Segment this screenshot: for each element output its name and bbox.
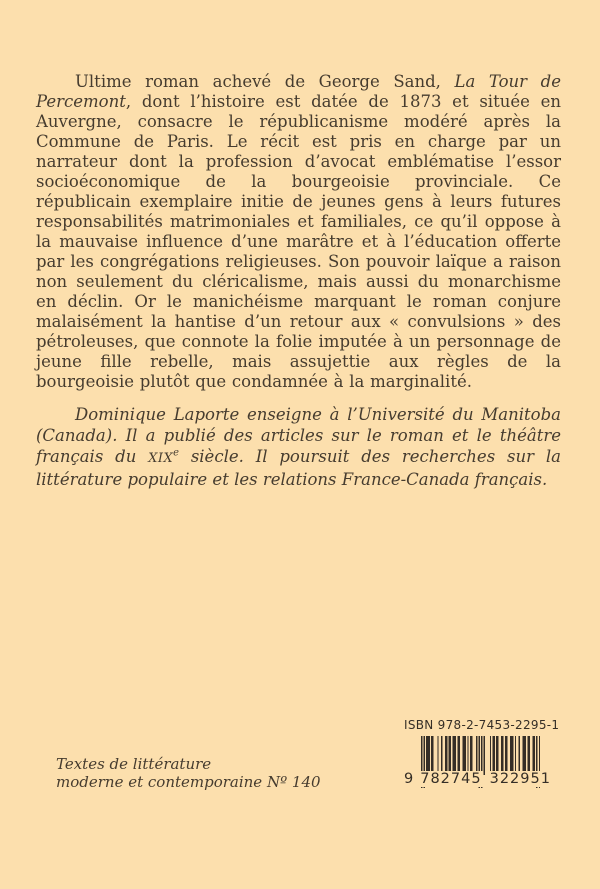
bio-text-part1: Dominique Laporte enseigne à l’Université du Manitoba (Canada). Il a publié des articles sur le roman et le théâtre français du [36,405,561,466]
book-title: La Tour de Percemont [36,72,561,111]
bio-century-superscript: e [173,447,179,459]
blurb-text-before-title: Ultime roman achevé de George Sand, [75,72,455,91]
series-line-1: Textes de littérature [56,755,212,773]
barcode-digit-group-right: 322951 [489,771,551,787]
series-line-2: moderne et contemporaine Nº 140 [56,772,321,791]
blurb-paragraph [36,72,561,392]
series-label [56,756,321,791]
isbn-barcode-block [404,718,560,792]
bio-text-part2: siècle. Il poursuit des recherches sur la littérature populaire et les relations France-Canada français. [36,447,561,489]
barcode-digit-first: 9 [404,771,415,787]
isbn-label: ISBN 978-2-7453-2295-1 [404,718,560,732]
author-bio-paragraph [36,404,561,490]
barcode-digits [404,771,552,787]
bio-century-smallcaps: XIX [148,451,174,466]
blurb-text-after-title: , dont l’histoire est datée de 1873 et située en Auvergne, consacre le républicanisme modéré après la Commune de Paris. Le récit est pris en charge par un narrateur dont la profession d’avocat emblématise l’essor socioéconomique de la bourgeoisie provinciale. Ce républicain exemplaire initie de jeunes gens à leurs futures responsabilités matrimoniales et familiales, ce qu’il oppose à la mauvaise influence d’une marâtre et à l’éducation offerte par les congrégations religieuses. Son pouvoir laïque a raison non seulement du cléricalisme, mais aussi du monarchisme en déclin. Or le manichéisme marquant le roman conjure malaisément la hantise d’un retour aux « convulsions » des pétroleuses, que connote la folie imputée à un personnage de jeune fille rebelle, mais assujettie aux règles de la bourgeoisie plutôt que condamnée à la marginalité. [36,92,561,391]
barcode-digit-group-left: 782745 [420,771,482,787]
